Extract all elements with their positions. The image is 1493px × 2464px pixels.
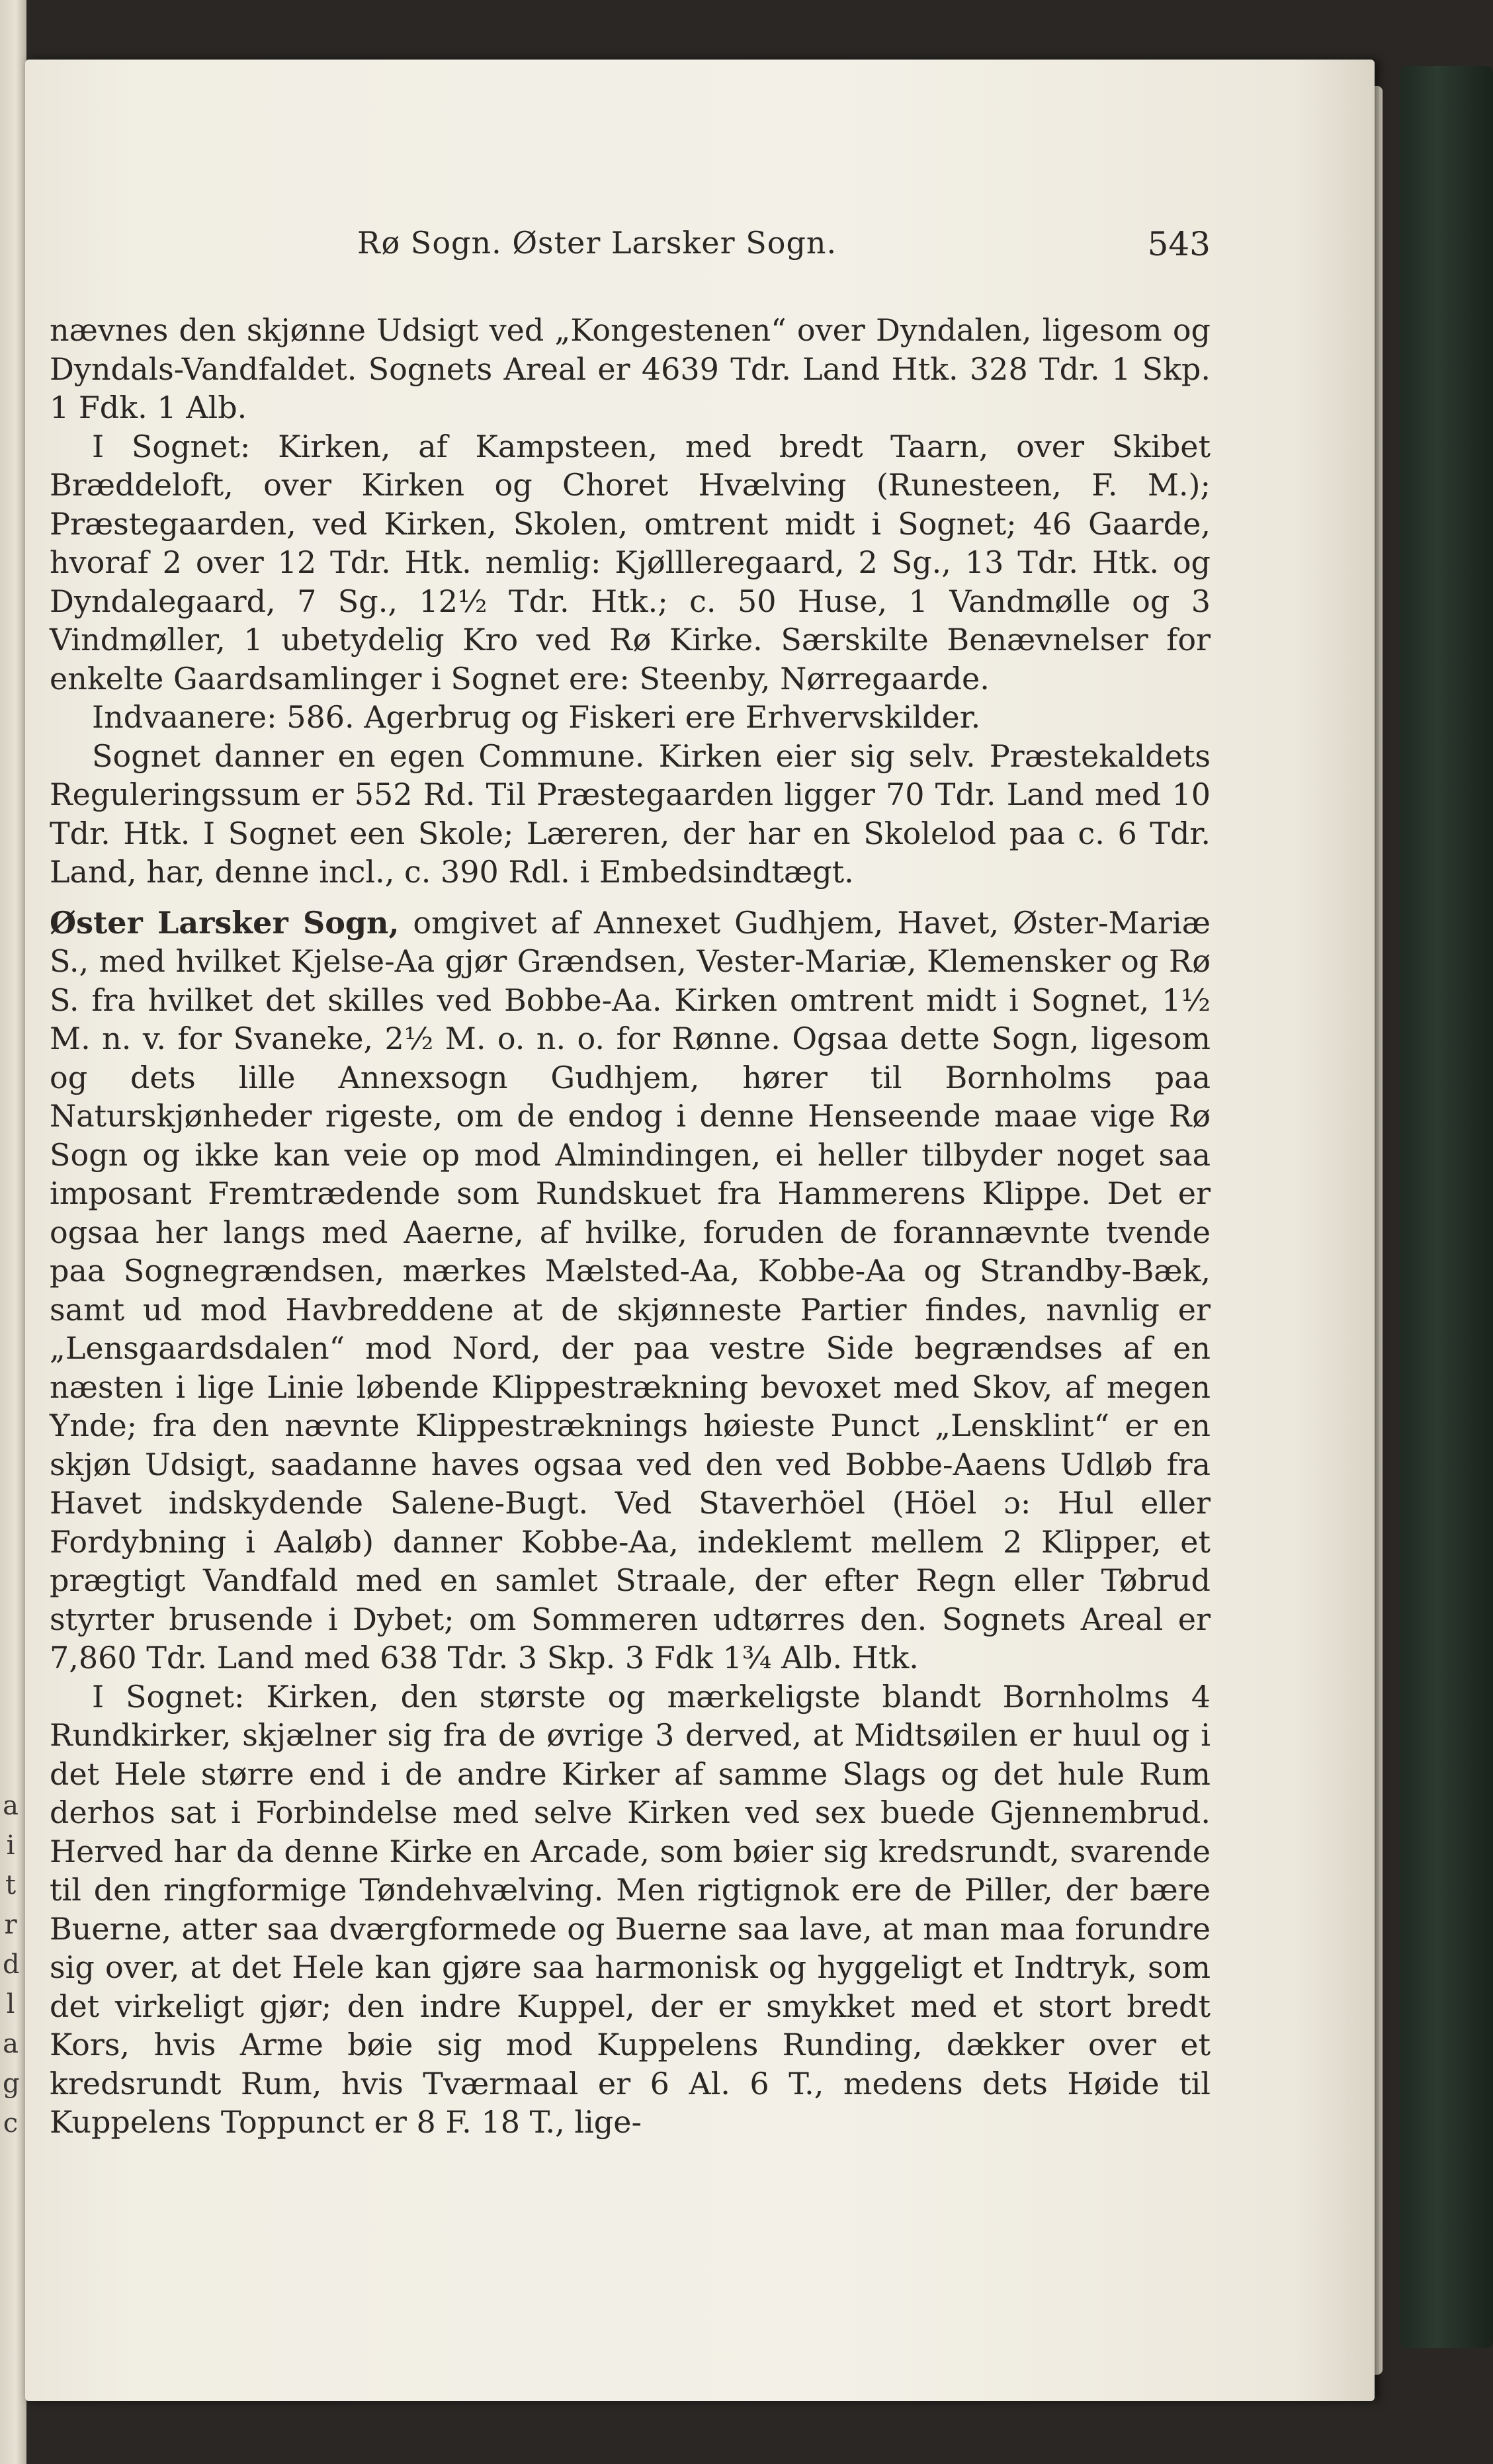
margin-fragment: i <box>6 1830 15 1861</box>
running-title: Rø Sogn. Øster Larsker Sogn. <box>357 225 837 261</box>
margin-fragment: t <box>5 1870 17 1900</box>
margin-fragment: a <box>3 1791 19 1821</box>
margin-fragment: g <box>3 2068 20 2099</box>
section-text: omgivet af Annexet Gudhjem, Havet, Øster-Mariæ S., med hvilket Kjelse-Aa gjør Grændsen, Vester-Mariæ, Klemensker og Rø S. fra hvilket det skilles ved Bobbe-Aa. Kirken omtrent midt i Sognet, 1½ M. n. v. for Svaneke, 2½ M. o. n. o. for Rønne. Ogsaa dette Sogn, ligesom og dets lille Annexsogn Gudhjem, hører til Bornholms paa Naturskjønheder rigeste, om de endog i denne Henseende maae vige Rø Sogn og ikke kan veie op mod Almindingen, ei heller tilbyder noget saa imposant Fremtrædende som Rundskuet fra Hammerens Klippe. Det er ogsaa her langs med Aaerne, af hvilke, foruden de forannævnte tvende paa Sognegrændsen, mærkes Mælsted-Aa, Kobbe-Aa og Strandby-Bæk, samt ud mod Havbreddene at de skjønneste Partier findes, navnlig er „Lensgaardsdalen“ mod Nord, der paa vestre Side begrændses af en næsten i lige Linie løbende Klippestrækning bevoxet med Skov, af megen Ynde; fra den nævnte Klippestræknings høieste Punct „Lensklint“ er en skjøn Udsigt, saadanne haves ogsaa ved den ved Bobbe-Aaens Udløb fra Havet indskydende Salene-Bugt. Ved Staverhöel (Höel ɔ: Hul eller Fordybning i Aaløb) danner Kobbe-Aa, indeklemt mellem 2 Klipper, et prægtigt Vandfald med en samlet Straale, der efter Regn eller Tøbrud styrter brusende i Dybet; om Sommeren udtørres den. Sognets Areal er 7,860 Tdr. Land med 638 Tdr. 3 Skp. 3 Fdk 1¾ Alb. Htk. <box>50 904 1211 1676</box>
page-number: 543 <box>1147 225 1211 263</box>
page-body <box>50 311 1211 2142</box>
margin-fragment: r <box>4 1910 17 1940</box>
margin-fragment: a <box>3 2029 19 2059</box>
adjacent-page-text-fragments <box>3 1786 19 2143</box>
page-header <box>132 225 1211 271</box>
section-heading: Øster Larsker Sogn, <box>50 904 400 941</box>
margin-fragment: c <box>3 2108 19 2139</box>
paragraph: Indvaanere: 586. Agerbrug og Fiskeri ere Erhvervskilder. <box>92 699 981 735</box>
paragraph: Sognet danner en egen Commune. Kirken eier sig selv. Præstekaldets Reguleringssum er 552 Rd. Til Præstegaarden ligger 70 Tdr. Land med 10 Tdr. Htk. I Sognet een Skole; Læreren, der har en Skolelod paa c. 6 Tdr. Land, har, denne incl., c. 390 Rdl. i Embedsindtægt. <box>50 738 1211 890</box>
section-paragraph <box>50 904 1211 1678</box>
paragraph: nævnes den skjønne Udsigt ved „Kongestenen“ over Dyndalen, ligesom og Dyndals-Vandfaldet. Sognets Areal er 4639 Tdr. Land Htk. 328 Tdr. 1 Skp. 1 Fdk. 1 Alb. <box>50 312 1211 425</box>
margin-fragment: l <box>6 1989 15 2019</box>
book-cover-spine <box>1400 66 1493 2348</box>
paragraph: I Sognet: Kirken, den største og mærkeligste blandt Bornholms 4 Rundkirker, skjælner sig fra de øvrige 3 derved, at Midtsøilen er huul og i det Hele større end i de andre Kirker af samme Slags og det hule Rum derhos sat i Forbindelse med selve Kirken ved sex buede Gjennembrud. Herved har da denne Kirke en Arcade, som bøier sig kredsrundt, svarende til den ringformige Tøndehvælving. Men rigtignok ere de Piller, der bære Buerne, atter saa dværgformede og Buerne saa lave, at man maa forundre sig over, at det Hele kan gjøre saa harmonisk og hyggeligt et Indtryk, som det virkeligt gjør; den indre Kuppel, der er smykket med et stort bredt Kors, hvis Arme bøie sig mod Kuppelens Runding, dækker over et kredsrundt Rum, hvis Tværmaal er 6 Al. 6 T., medens dets Høide til Kuppelens Toppunct er 8 F. 18 T., lige- <box>50 1678 1211 2140</box>
margin-fragment: d <box>3 1949 20 1980</box>
paragraph: I Sognet: Kirken, af Kampsteen, med bredt Taarn, over Skibet Bræddeloft, over Kirken og Choret Hvælving (Runesteen, F. M.); Præstegaarden, ved Kirken, Skolen, omtrent midt i Sognet; 46 Gaarde, hvoraf 2 over 12 Tdr. Htk. nemlig: Kjøllleregaard, 2 Sg., 13 Tdr. Htk. og Dyndalegaard, 7 Sg., 12½ Tdr. Htk.; c. 50 Huse, 1 Vandmølle og 3 Vindmøller, 1 ubetydelig Kro ved Rø Kirke. Særskilte Benævnelser for enkelte Gaardsamlinger i Sognet ere: Steenby, Nørregaarde. <box>50 428 1211 697</box>
